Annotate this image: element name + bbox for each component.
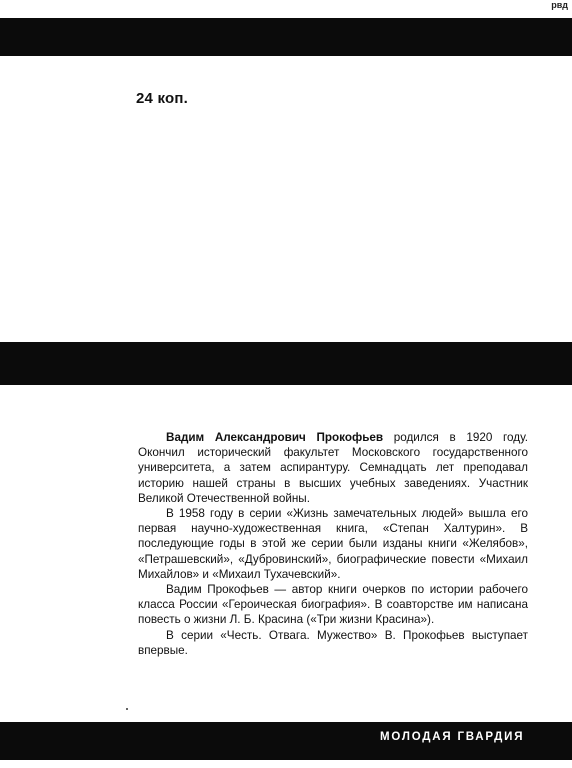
bio-paragraph-1-text: родился в 1920 году. Окончил исторический факультет Московского государственного университета, а затем аспирантуру. Семнадцать лет преподавал историю нашей страны в высших учебных заведениях. Участник Великой Отечественной войны.	[138, 431, 528, 505]
print-speck	[126, 708, 128, 710]
author-bio	[138, 430, 528, 658]
bio-paragraph-1	[138, 430, 528, 506]
middle-black-band	[0, 342, 572, 385]
bio-paragraph-3: Вадим Прокофьев — автор книги очерков по истории рабочего класса России «Героическая биография». В соавторстве им написана повесть о жизни Л. Б. Красина («Три жизни Красина»).	[138, 583, 528, 627]
top-black-band	[0, 18, 572, 56]
corner-mark: рвд	[551, 0, 568, 10]
price-label: 24 коп.	[136, 90, 188, 107]
bio-paragraph-2: В 1958 году в серии «Жизнь замечательных людей» вышла его первая научно-художественная книга, «Степан Халтурин». В последующие годы в этой же серии были изданы книги «Желябов», «Петрашевский», «Дубровинский», биографические повести «Михаил Михайлов» и «Михаил Тухачевский».	[138, 507, 528, 581]
author-name: Вадим Александрович Прокофьев	[166, 431, 384, 444]
bio-paragraph-4: В серии «Честь. Отвага. Мужество» В. Прокофьев выступает впервые.	[138, 628, 528, 657]
publisher-name: МОЛОДАЯ ГВАРДИЯ	[380, 731, 525, 743]
